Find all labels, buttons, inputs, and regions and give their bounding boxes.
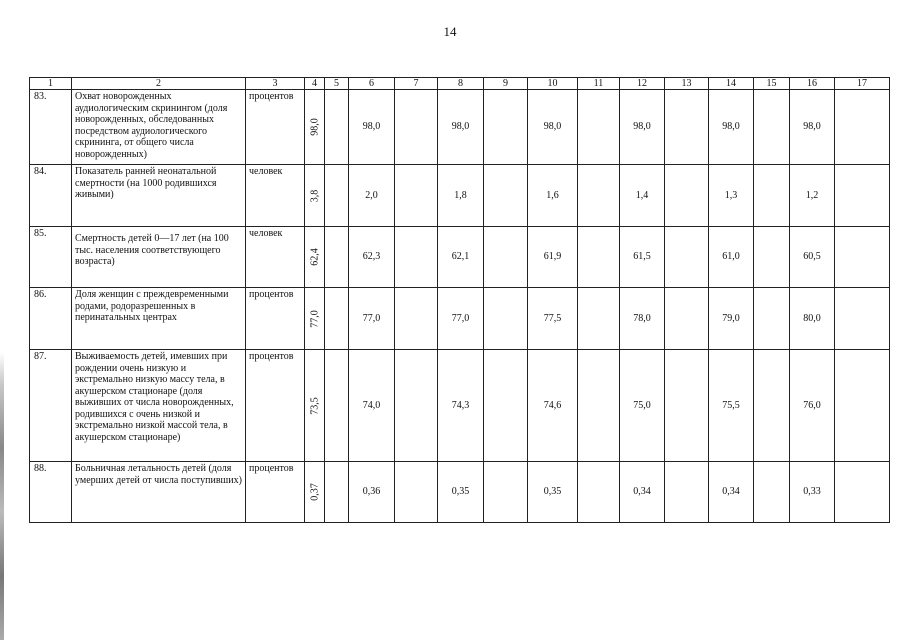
empty-cell [665,90,709,165]
empty-cell [754,462,790,523]
value-cell: 98,0 [528,90,578,165]
empty-cell [325,165,349,227]
value-cell: 1,2 [790,165,835,227]
value-cell: 0,35 [528,462,578,523]
empty-cell [578,165,620,227]
empty-cell [835,165,890,227]
col-header: 9 [484,78,528,90]
value-cell: 98,0 [349,90,395,165]
value-cell: 1,4 [620,165,665,227]
col-header: 17 [835,78,890,90]
row-number: 86. [30,288,72,350]
value-cell: 77,0 [438,288,484,350]
base-value: 98,0 [308,118,320,136]
value-cell: 74,6 [528,350,578,462]
value-cell: 74,0 [349,350,395,462]
base-value-cell [305,462,325,523]
table-row [30,165,890,227]
col-header: 7 [395,78,438,90]
empty-cell [325,90,349,165]
value-cell: 79,0 [709,288,754,350]
value-cell: 74,3 [438,350,484,462]
indicator-name: Смертность детей 0—17 лет (на 100 тыс. населения соответствующего возраста) [72,227,246,288]
empty-cell [578,288,620,350]
value-cell: 0,34 [709,462,754,523]
empty-cell [395,165,438,227]
row-number: 88. [30,462,72,523]
empty-cell [754,90,790,165]
col-header: 12 [620,78,665,90]
unit: процентов [246,350,305,462]
empty-cell [484,165,528,227]
empty-cell [665,350,709,462]
base-value-cell [305,90,325,165]
row-number: 87. [30,350,72,462]
col-header: 1 [30,78,72,90]
col-header: 2 [72,78,246,90]
indicator-name: Охват новорожденных аудиологическим скринингом (доля новорожденных, обследованных посредством аудиологического скрининга, от общего числа новорожденных) [72,90,246,165]
empty-cell [395,90,438,165]
value-cell: 1,6 [528,165,578,227]
value-cell: 80,0 [790,288,835,350]
col-header: 4 [305,78,325,90]
unit: человек [246,227,305,288]
empty-cell [484,350,528,462]
empty-cell [578,227,620,288]
value-cell: 0,36 [349,462,395,523]
indicator-name: Доля женщин с преждевременными родами, родоразрешенных в перинатальных центрах [72,288,246,350]
empty-cell [484,90,528,165]
table-row [30,227,890,288]
empty-cell [665,227,709,288]
row-number: 85. [30,227,72,288]
col-header: 13 [665,78,709,90]
col-header: 6 [349,78,395,90]
base-value-cell [305,165,325,227]
indicator-table [29,77,890,523]
value-cell: 61,5 [620,227,665,288]
value-cell: 77,5 [528,288,578,350]
table-row [30,462,890,523]
value-cell: 75,5 [709,350,754,462]
col-header: 3 [246,78,305,90]
empty-cell [835,462,890,523]
empty-cell [665,288,709,350]
empty-cell [395,462,438,523]
base-value: 62,4 [308,248,320,266]
value-cell: 98,0 [438,90,484,165]
empty-cell [325,350,349,462]
base-value: 0,37 [308,483,320,501]
unit: человек [246,165,305,227]
table-row [30,288,890,350]
empty-cell [754,165,790,227]
value-cell: 78,0 [620,288,665,350]
base-value-cell [305,350,325,462]
value-cell: 0,34 [620,462,665,523]
col-header: 10 [528,78,578,90]
value-cell: 62,1 [438,227,484,288]
unit: процентов [246,90,305,165]
empty-cell [835,288,890,350]
empty-cell [325,227,349,288]
empty-cell [665,462,709,523]
page-number: 14 [443,24,457,39]
empty-cell [835,350,890,462]
empty-cell [754,288,790,350]
value-cell: 1,8 [438,165,484,227]
empty-cell [395,227,438,288]
table-row [30,350,890,462]
empty-cell [578,90,620,165]
scan-edge [0,0,4,640]
unit: процентов [246,288,305,350]
value-cell: 98,0 [790,90,835,165]
indicator-name: Больничная летальность детей (доля умерших детей от числа поступивших) [72,462,246,523]
empty-cell [754,350,790,462]
value-cell: 98,0 [620,90,665,165]
indicator-name: Выживаемость детей, имевших при рождении очень низкую и экстремально низкую массу тела, в акушерском стационаре (доля выживших от числа новорожденных, родившихся с очень низкой и экстремально низкой массой тела, в акушерском стационаре) [72,350,246,462]
value-cell: 62,3 [349,227,395,288]
empty-cell [835,90,890,165]
value-cell: 98,0 [709,90,754,165]
indicator-name: Показатель ранней неонатальной смертности (на 1000 родившихся живыми) [72,165,246,227]
column-number-row [30,78,890,90]
value-cell: 60,5 [790,227,835,288]
value-cell: 77,0 [349,288,395,350]
empty-cell [835,227,890,288]
empty-cell [665,165,709,227]
empty-cell [484,288,528,350]
empty-cell [325,462,349,523]
empty-cell [578,350,620,462]
value-cell: 61,9 [528,227,578,288]
value-cell: 75,0 [620,350,665,462]
value-cell: 0,33 [790,462,835,523]
unit: процентов [246,462,305,523]
empty-cell [395,350,438,462]
empty-cell [578,462,620,523]
base-value: 3,8 [308,189,320,202]
empty-cell [484,462,528,523]
empty-cell [754,227,790,288]
base-value: 77,0 [308,309,320,328]
value-cell: 0,35 [438,462,484,523]
col-header: 15 [754,78,790,90]
base-value: 73,5 [308,396,320,415]
row-number: 83. [30,90,72,165]
table-row [30,90,890,165]
empty-cell [395,288,438,350]
value-cell: 2,0 [349,165,395,227]
base-value-cell [305,227,325,288]
col-header: 5 [325,78,349,90]
empty-cell [325,288,349,350]
row-number: 84. [30,165,72,227]
col-header: 14 [709,78,754,90]
value-cell: 76,0 [790,350,835,462]
empty-cell [484,227,528,288]
value-cell: 1,3 [709,165,754,227]
base-value-cell [305,288,325,350]
value-cell: 61,0 [709,227,754,288]
col-header: 16 [790,78,835,90]
col-header: 11 [578,78,620,90]
col-header: 8 [438,78,484,90]
